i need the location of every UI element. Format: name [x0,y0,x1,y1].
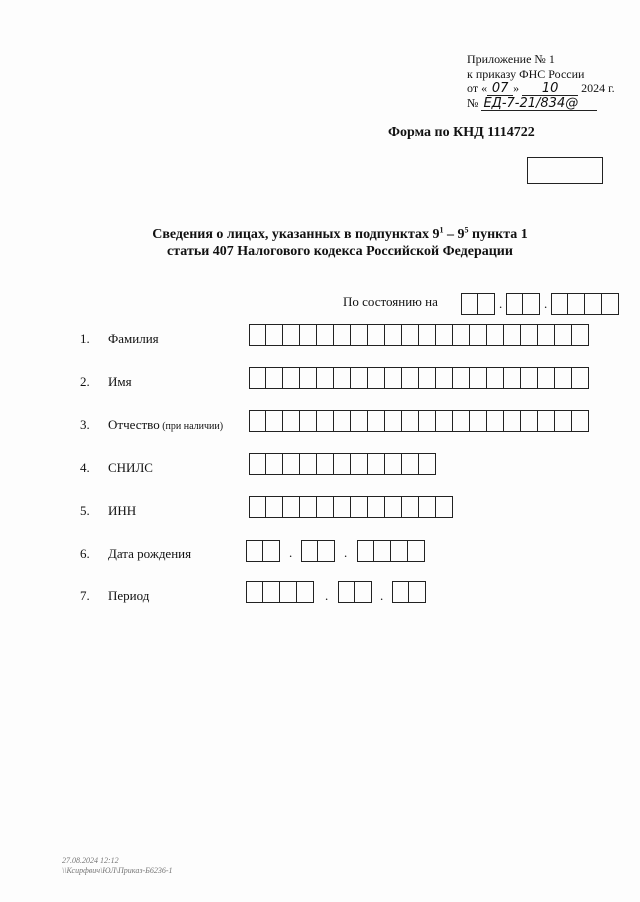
input-cell[interactable] [402,453,419,475]
input-cell[interactable] [504,324,521,346]
input-cell[interactable] [334,324,351,346]
input-cell[interactable] [355,581,372,603]
input-cell[interactable] [392,581,409,603]
input-cell[interactable] [572,410,589,432]
input-cell[interactable] [385,453,402,475]
input-cell[interactable] [402,410,419,432]
date-separator: . [289,545,293,560]
form-code: Форма по КНД 1114722 [388,125,535,140]
input-cell[interactable] [266,496,283,518]
code-box[interactable] [527,157,603,184]
input-cell[interactable] [385,367,402,389]
input-cell[interactable] [368,367,385,389]
input-cell[interactable] [402,324,419,346]
input-cell[interactable] [504,410,521,432]
input-cell[interactable] [572,324,589,346]
input-cell[interactable] [263,540,280,562]
input-cell[interactable] [334,367,351,389]
input-cell[interactable] [487,410,504,432]
input-cell[interactable] [568,293,585,315]
input-cell[interactable] [249,453,266,475]
input-cell[interactable] [461,293,478,315]
input-cell[interactable] [436,367,453,389]
inn-cells[interactable] [249,496,453,518]
input-cell[interactable] [408,540,425,562]
input-cell[interactable] [300,453,317,475]
input-cell[interactable] [351,496,368,518]
input-cell[interactable] [419,324,436,346]
number-prefix: № [467,96,479,110]
date-separator: . [499,296,503,311]
input-cell[interactable] [487,367,504,389]
input-cell[interactable] [478,293,495,315]
as-of-label: По состоянию на [343,294,438,309]
input-cell[interactable] [301,540,318,562]
input-cell[interactable] [357,540,374,562]
input-cell[interactable] [266,453,283,475]
input-cell[interactable] [317,410,334,432]
birth-day-cells[interactable] [246,540,280,562]
input-cell[interactable] [504,367,521,389]
birth-month-cells[interactable] [301,540,335,562]
field-number: 6. [80,546,90,561]
input-cell[interactable] [317,324,334,346]
input-cell[interactable] [551,293,568,315]
input-cell[interactable] [402,496,419,518]
input-cell[interactable] [385,324,402,346]
title-line-2: статьи 407 Налогового кодекса Российской Федерации [167,244,513,259]
handwritten-order-number: ЕД-7-21/834@ [481,98,597,111]
handwritten-month: 10 [522,83,578,96]
footer-line-1: 27.08.2024 12:12 [62,856,119,865]
input-cell[interactable] [391,540,408,562]
input-cell[interactable] [521,324,538,346]
input-cell[interactable] [436,410,453,432]
input-cell[interactable] [249,496,266,518]
input-cell[interactable] [283,453,300,475]
appendix-header [467,52,615,111]
input-cell[interactable] [300,496,317,518]
birth-year-cells[interactable] [357,540,425,562]
input-cell[interactable] [334,453,351,475]
input-cell[interactable] [283,496,300,518]
field-number: 2. [80,374,90,389]
input-cell[interactable] [385,496,402,518]
input-cell[interactable] [521,367,538,389]
field-label-name: Имя [108,374,132,389]
input-cell[interactable] [266,324,283,346]
input-cell[interactable] [351,453,368,475]
field-number: 1. [80,331,90,346]
input-cell[interactable] [297,581,314,603]
input-cell[interactable] [280,581,297,603]
input-cell[interactable] [300,324,317,346]
input-cell[interactable] [249,410,266,432]
period-month-cells[interactable] [338,581,372,603]
field-number: 4. [80,460,90,475]
surname-cells[interactable] [249,324,589,346]
date-year: 2024 г. [581,81,615,95]
input-cell[interactable] [334,496,351,518]
input-cell[interactable] [374,540,391,562]
period-separator: . [325,588,329,603]
patronymic-cells[interactable] [249,410,589,432]
input-cell[interactable] [266,410,283,432]
appendix-number [467,96,615,111]
field-label-surname: Фамилия [108,331,159,346]
date-separator: . [344,545,348,560]
period-separator: . [380,588,384,603]
input-cell[interactable] [266,367,283,389]
snils-cells[interactable] [249,453,436,475]
input-cell[interactable] [555,367,572,389]
appendix-line-2: к приказу ФНС России [467,66,585,81]
input-cell[interactable] [402,367,419,389]
title-part-a: Сведения о лицах, указанных в подпунктах 9 [152,227,440,242]
form-title [100,226,580,260]
input-cell[interactable] [487,324,504,346]
title-line-1 [100,226,580,243]
input-cell[interactable] [249,324,266,346]
field-number: 7. [80,588,90,603]
input-cell[interactable] [555,324,572,346]
input-cell[interactable] [318,540,335,562]
footer-line-2: \\Ксирфвич\ЮЛ\Приказ-Б6236-1 [62,866,173,875]
input-cell[interactable] [453,410,470,432]
field-label-birth-date: Дата рождения [108,546,192,561]
field-number: 3. [80,417,90,432]
as-of-month-cells[interactable] [506,293,540,315]
period-year-cells[interactable] [246,581,314,603]
title-part-b: пункта 1 [468,227,528,242]
input-cell[interactable] [351,324,368,346]
date-mid: » [513,81,520,95]
input-cell[interactable] [419,496,436,518]
input-cell[interactable] [523,293,540,315]
input-cell[interactable] [351,367,368,389]
input-cell[interactable] [572,367,589,389]
field-label-period: Период [108,588,150,603]
field-label-snils: СНИЛС [108,460,153,475]
patronymic-note: (при наличии) [159,421,224,432]
input-cell[interactable] [521,410,538,432]
input-cell[interactable] [506,293,523,315]
input-cell[interactable] [368,496,385,518]
input-cell[interactable] [283,324,300,346]
input-cell[interactable] [436,324,453,346]
as-of-day-cells[interactable] [461,293,495,315]
input-cell[interactable] [538,324,555,346]
input-cell[interactable] [436,496,453,518]
input-cell[interactable] [317,367,334,389]
title-sup-2: 5 [464,225,469,235]
footer-stamp [62,856,173,876]
appendix-date [467,81,615,96]
input-cell[interactable] [334,410,351,432]
input-cell[interactable] [470,410,487,432]
input-cell[interactable] [419,453,436,475]
input-cell[interactable] [246,581,263,603]
input-cell[interactable] [368,324,385,346]
appendix-line-1: Приложение № 1 [467,52,555,66]
input-cell[interactable] [283,410,300,432]
title-dash: – 9 [443,227,465,242]
as-of-year-cells[interactable] [551,293,619,315]
input-cell[interactable] [263,581,280,603]
input-cell[interactable] [249,367,266,389]
input-cell[interactable] [453,324,470,346]
input-cell[interactable] [585,293,602,315]
input-cell[interactable] [368,453,385,475]
date-prefix: от « [467,81,488,95]
input-cell[interactable] [300,410,317,432]
input-cell[interactable] [317,453,334,475]
input-cell[interactable] [555,410,572,432]
input-cell[interactable] [470,367,487,389]
input-cell[interactable] [283,367,300,389]
input-cell[interactable] [317,496,334,518]
name-cells[interactable] [249,367,589,389]
date-separator: . [544,296,548,311]
period-part-cells[interactable] [392,581,426,603]
patronymic-label-text: Отчество [108,417,160,432]
field-label-patronymic [108,417,223,433]
input-cell[interactable] [453,367,470,389]
input-cell[interactable] [470,324,487,346]
input-cell[interactable] [419,367,436,389]
input-cell[interactable] [538,410,555,432]
input-cell[interactable] [351,410,368,432]
input-cell[interactable] [300,367,317,389]
title-sup-1: 1 [439,225,444,235]
input-cell[interactable] [409,581,426,603]
handwritten-day: 07 [487,83,513,96]
input-cell[interactable] [368,410,385,432]
input-cell[interactable] [602,293,619,315]
input-cell[interactable] [419,410,436,432]
field-number: 5. [80,503,90,518]
input-cell[interactable] [338,581,355,603]
input-cell[interactable] [385,410,402,432]
field-label-inn: ИНН [108,503,137,518]
input-cell[interactable] [246,540,263,562]
input-cell[interactable] [538,367,555,389]
